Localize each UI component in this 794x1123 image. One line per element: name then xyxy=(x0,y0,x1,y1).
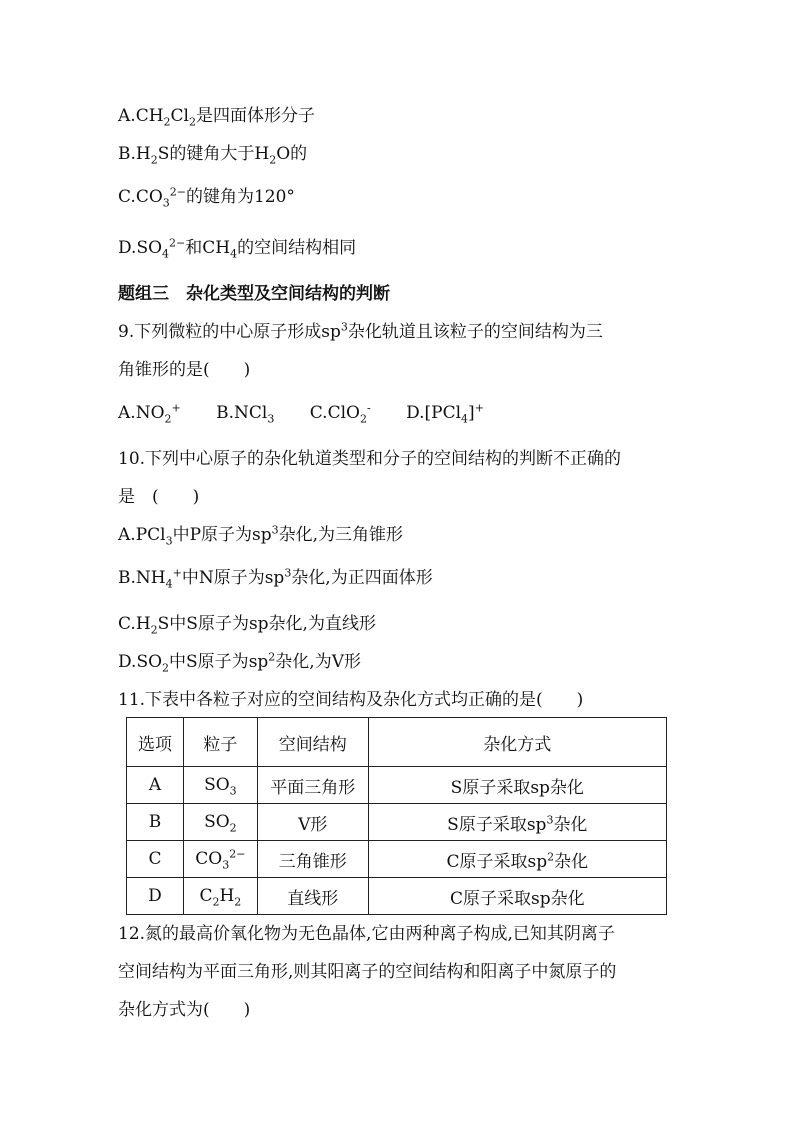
table-cell-particle: $SO_2$ xyxy=(183,804,257,841)
table-cell-shape: 直线形 xyxy=(257,878,368,915)
q10-stem-line1: 10.下列中心原子的杂化轨道类型和分子的空间结构的判断不正确的 xyxy=(118,449,622,469)
table-cell-particle: $SO_3$ xyxy=(183,767,257,804)
table-cell-option: C xyxy=(127,841,184,878)
q9-option-a: $A.NO_2^+$ xyxy=(118,401,181,426)
table-header-cell: 选项 xyxy=(127,718,184,767)
table-header-cell: 杂化方式 xyxy=(368,718,666,767)
q8-option-a: $A.CH_2Cl_2$是四面体形分子 xyxy=(118,106,315,129)
table-cell-option: A xyxy=(127,767,184,804)
table-cell-shape: 平面三角形 xyxy=(257,767,368,804)
table-cell-hybridization: C原子采取$sp^2$杂化 xyxy=(368,841,666,878)
table-row xyxy=(127,878,667,915)
table-cell-particle: $CO_3^{2-}$ xyxy=(183,841,257,878)
table-cell-shape: 三角锥形 xyxy=(257,841,368,878)
table-header-cell: 空间结构 xyxy=(257,718,368,767)
section-heading: 题组三 杂化类型及空间结构的判断 xyxy=(118,284,390,304)
q8-option-b: $B.H_2S$的键角大于$H_2O$的 xyxy=(118,144,308,167)
q9-option-d: D.[PCl$_4$]+ xyxy=(406,401,484,426)
q9-option-c: C.ClO$_2$- xyxy=(309,401,371,426)
table-cell-hybridization: S原子采取sp杂化 xyxy=(368,767,666,804)
q8-option-c: $C.CO_3^{2-}$的键角为120° xyxy=(118,185,295,210)
table-cell-hybridization: S原子采取$sp^3$杂化 xyxy=(368,804,666,841)
q9-stem-line2: 角锥形的是( ) xyxy=(118,360,251,380)
table-row xyxy=(127,804,667,841)
q10-option-d: $D.SO_2$中S原子为$sp^2$杂化,为V形 xyxy=(118,650,361,675)
q8-option-d: $D.SO_4^{2-}$和$CH_4$的空间结构相同 xyxy=(118,236,357,261)
q10-option-a: A.PCl$_3$中P原子为$sp^3$杂化,为三角锥形 xyxy=(118,523,404,548)
table-cell-hybridization: C原子采取sp杂化 xyxy=(368,878,666,915)
table-cell-option: B xyxy=(127,804,184,841)
table-header-cell: 粒子 xyxy=(183,718,257,767)
table-header-row xyxy=(127,718,667,767)
q10-stem-line2: 是 ( ) xyxy=(118,487,200,507)
q12-stem-line1: 12.氮的最高价氧化物为无色晶体,它由两种离子构成,已知其阴离子 xyxy=(118,924,615,944)
table-row xyxy=(127,841,667,878)
table-row xyxy=(127,767,667,804)
table-cell-shape: V形 xyxy=(257,804,368,841)
q11-table xyxy=(126,717,667,915)
q11-stem: 11.下表中各粒子对应的空间结构及杂化方式均正确的是( ) xyxy=(118,690,584,710)
table-cell-option: D xyxy=(127,878,184,915)
q9-option-b: B.NCl$_3$ xyxy=(216,403,275,426)
q10-option-c: $C.H_2S$中S原子为sp杂化,为直线形 xyxy=(118,614,376,637)
q12-stem-line2: 空间结构为平面三角形,则其阳离子的空间结构和阳离子中氮原子的 xyxy=(118,962,617,982)
q10-option-b: $B.NH_4^+$中N原子为$sp^3$杂化,为正四面体形 xyxy=(118,566,433,591)
table-cell-particle: $C_2H_2$ xyxy=(183,878,257,915)
q9-stem-line1: 9.下列微粒的中心原子形成$sp^3$杂化轨道且该粒子的空间结构为三 xyxy=(118,320,603,342)
q12-stem-line3: 杂化方式为( ) xyxy=(118,1000,251,1020)
q9-options xyxy=(118,401,514,425)
